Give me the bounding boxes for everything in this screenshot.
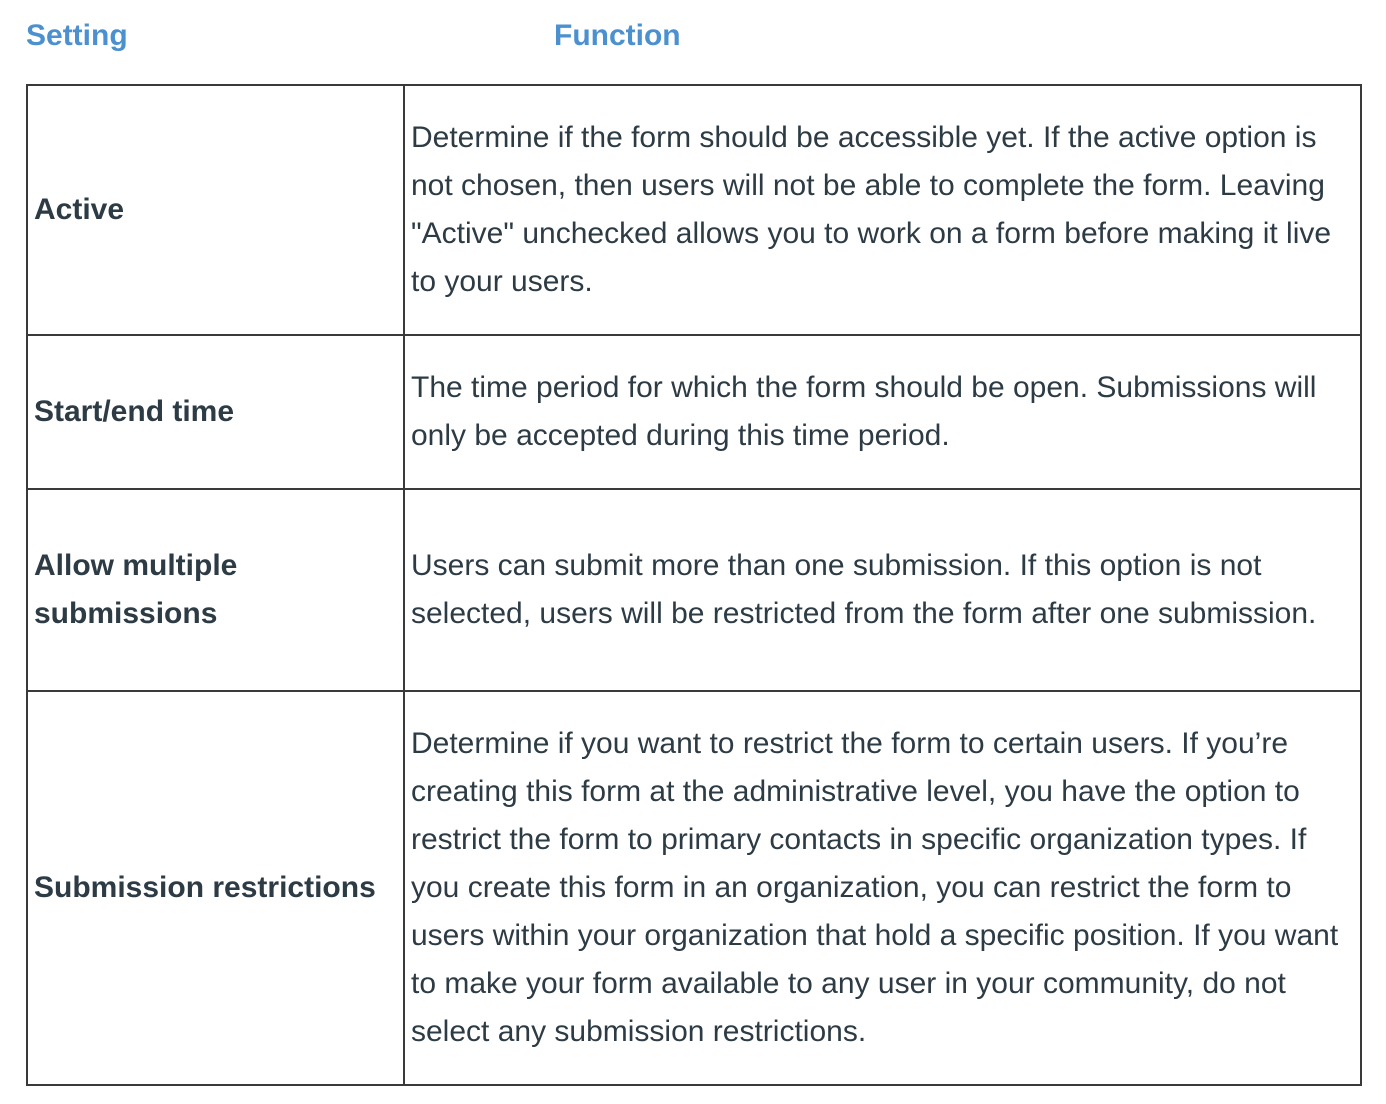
setting-name-cell: Active: [27, 85, 404, 335]
setting-name-cell: Allow multiple submissions: [27, 489, 404, 691]
function-description-cell: Determine if you want to restrict the form to certain users. If you’re creating this form at the administrative level, you have the option to restrict the form to primary contacts in specific organization types. If you create this form in an organization, you can restrict the form to users within your organization that hold a specific position. If you want to make your form available to any user in your community, do not select any submission restrictions.: [404, 691, 1361, 1085]
function-description-cell: Determine if the form should be accessible yet. If the active option is not chosen, then users will not be able to complete the form. Leaving "Active" unchecked allows you to work on a form before making it live to your users.: [404, 85, 1361, 335]
setting-name-cell: Start/end time: [27, 335, 404, 489]
setting-column-header: Setting: [26, 19, 128, 52]
table-row: [27, 335, 1361, 489]
table-row: [27, 489, 1361, 691]
table-row: [27, 691, 1361, 1085]
function-description-cell: Users can submit more than one submission. If this option is not selected, users will be restricted from the form after one submission.: [404, 489, 1361, 691]
table-row: [27, 85, 1361, 335]
setting-name-cell: Submission restrictions: [27, 691, 404, 1085]
function-column-header: Function: [554, 19, 681, 52]
settings-table: [26, 84, 1362, 1086]
function-description-cell: The time period for which the form should be open. Submissions will only be accepted during this time period.: [404, 335, 1361, 489]
